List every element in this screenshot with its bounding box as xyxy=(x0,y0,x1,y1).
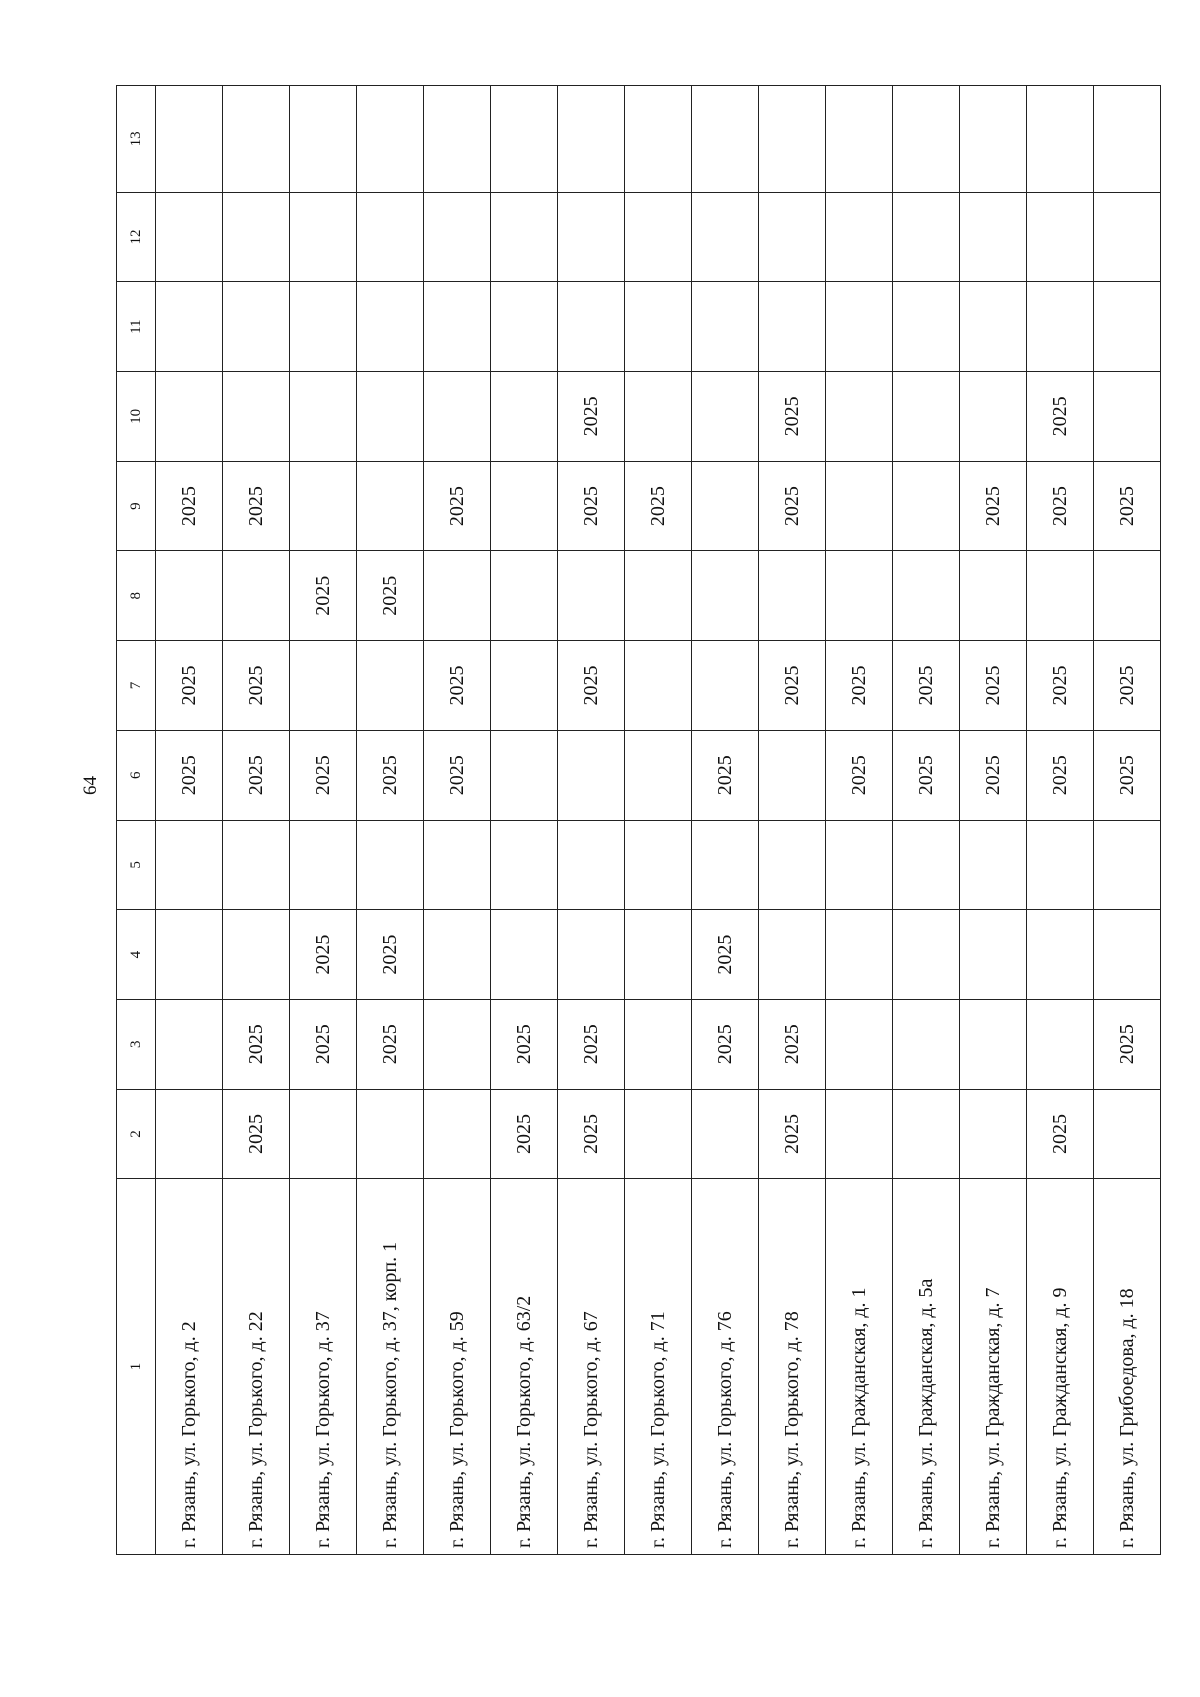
address-cell: г. Рязань, ул. Горького, д. 22 xyxy=(223,1179,290,1555)
year-cell-col-3: 2025 xyxy=(759,999,826,1089)
year-cell-col-12 xyxy=(692,192,759,282)
table-row xyxy=(424,86,491,1555)
column-header-5: 5 xyxy=(117,820,156,910)
address-cell: г. Рязань, ул. Гражданская, д. 9 xyxy=(1027,1179,1094,1555)
year-cell-col-12 xyxy=(893,192,960,282)
year-cell-col-12 xyxy=(1027,192,1094,282)
year-cell-col-10 xyxy=(223,372,290,462)
address-cell: г. Рязань, ул. Горького, д. 2 xyxy=(156,1179,223,1555)
column-header-9: 9 xyxy=(117,461,156,551)
year-cell-col-5 xyxy=(558,820,625,910)
year-cell-col-3: 2025 xyxy=(290,999,357,1089)
year-cell-col-11 xyxy=(223,282,290,372)
address-cell: г. Рязань, ул. Горького, д. 71 xyxy=(625,1179,692,1555)
year-cell-col-10 xyxy=(424,372,491,462)
year-cell-col-2 xyxy=(357,1089,424,1179)
housing-repair-table xyxy=(116,85,1138,1555)
address-cell: г. Рязань, ул. Горького, д. 37 xyxy=(290,1179,357,1555)
year-cell-col-3: 2025 xyxy=(558,999,625,1089)
year-cell-col-7 xyxy=(290,641,357,731)
year-cell-col-2 xyxy=(290,1089,357,1179)
year-cell-col-10 xyxy=(290,372,357,462)
year-cell-col-6: 2025 xyxy=(357,730,424,820)
year-cell-col-13 xyxy=(290,86,357,193)
year-cell-col-2: 2025 xyxy=(491,1089,558,1179)
year-cell-col-7: 2025 xyxy=(223,641,290,731)
year-cell-col-4 xyxy=(826,910,893,1000)
year-cell-col-3: 2025 xyxy=(223,999,290,1089)
column-header-4: 4 xyxy=(117,910,156,1000)
year-cell-col-10 xyxy=(491,372,558,462)
year-cell-col-4: 2025 xyxy=(290,910,357,1000)
year-cell-col-7 xyxy=(491,641,558,731)
year-cell-col-13 xyxy=(893,86,960,193)
table-row xyxy=(759,86,826,1555)
year-cell-col-7 xyxy=(625,641,692,731)
year-cell-col-9 xyxy=(290,461,357,551)
table-row xyxy=(558,86,625,1555)
year-cell-col-11 xyxy=(692,282,759,372)
year-cell-col-13 xyxy=(357,86,424,193)
year-cell-col-2 xyxy=(893,1089,960,1179)
year-cell-col-9: 2025 xyxy=(960,461,1027,551)
year-cell-col-10 xyxy=(960,372,1027,462)
year-cell-col-10 xyxy=(692,372,759,462)
year-cell-col-2 xyxy=(156,1089,223,1179)
year-cell-col-4 xyxy=(960,910,1027,1000)
year-cell-col-6: 2025 xyxy=(692,730,759,820)
year-cell-col-4 xyxy=(156,910,223,1000)
year-cell-col-2: 2025 xyxy=(1027,1089,1094,1179)
year-cell-col-6: 2025 xyxy=(1027,730,1094,820)
column-header-6: 6 xyxy=(117,730,156,820)
year-cell-col-2 xyxy=(625,1089,692,1179)
column-header-12: 12 xyxy=(117,192,156,282)
table-row xyxy=(893,86,960,1555)
year-cell-col-8 xyxy=(893,551,960,641)
address-cell: г. Рязань, ул. Горького, д. 67 xyxy=(558,1179,625,1555)
year-cell-col-9 xyxy=(357,461,424,551)
year-cell-col-5 xyxy=(424,820,491,910)
year-cell-col-9 xyxy=(893,461,960,551)
year-cell-col-12 xyxy=(290,192,357,282)
year-cell-col-7: 2025 xyxy=(893,641,960,731)
address-cell: г. Рязань, ул. Горького, д. 76 xyxy=(692,1179,759,1555)
column-header-11: 11 xyxy=(117,282,156,372)
year-cell-col-5 xyxy=(692,820,759,910)
year-cell-col-11 xyxy=(290,282,357,372)
year-cell-col-9: 2025 xyxy=(424,461,491,551)
year-cell-col-11 xyxy=(826,282,893,372)
year-cell-col-3 xyxy=(826,999,893,1089)
year-cell-col-2 xyxy=(424,1089,491,1179)
year-cell-col-9: 2025 xyxy=(1027,461,1094,551)
year-cell-col-11 xyxy=(1094,282,1161,372)
year-cell-col-11 xyxy=(357,282,424,372)
table-row xyxy=(156,86,223,1555)
year-cell-col-2 xyxy=(692,1089,759,1179)
year-cell-col-6: 2025 xyxy=(826,730,893,820)
year-cell-col-2 xyxy=(960,1089,1027,1179)
table-row xyxy=(1094,86,1161,1555)
year-cell-col-3 xyxy=(1027,999,1094,1089)
year-cell-col-13 xyxy=(625,86,692,193)
year-cell-col-2: 2025 xyxy=(759,1089,826,1179)
year-cell-col-8 xyxy=(558,551,625,641)
year-cell-col-10 xyxy=(893,372,960,462)
year-cell-col-3 xyxy=(424,999,491,1089)
year-cell-col-8 xyxy=(1094,551,1161,641)
year-cell-col-7 xyxy=(357,641,424,731)
year-cell-col-5 xyxy=(1027,820,1094,910)
year-cell-col-6: 2025 xyxy=(1094,730,1161,820)
year-cell-col-7 xyxy=(692,641,759,731)
year-cell-col-9 xyxy=(491,461,558,551)
year-cell-col-8 xyxy=(424,551,491,641)
address-cell: г. Рязань, ул. Горького, д. 59 xyxy=(424,1179,491,1555)
year-cell-col-8 xyxy=(826,551,893,641)
year-cell-col-4 xyxy=(491,910,558,1000)
table-row xyxy=(826,86,893,1555)
year-cell-col-13 xyxy=(156,86,223,193)
year-cell-col-10: 2025 xyxy=(1027,372,1094,462)
year-cell-col-8 xyxy=(759,551,826,641)
year-cell-col-5 xyxy=(491,820,558,910)
year-cell-col-5 xyxy=(357,820,424,910)
year-cell-col-11 xyxy=(759,282,826,372)
year-cell-col-2 xyxy=(1094,1089,1161,1179)
year-cell-col-13 xyxy=(223,86,290,193)
year-cell-col-12 xyxy=(1094,192,1161,282)
year-cell-col-2: 2025 xyxy=(558,1089,625,1179)
year-cell-col-3 xyxy=(156,999,223,1089)
year-cell-col-6 xyxy=(558,730,625,820)
year-cell-col-9: 2025 xyxy=(1094,461,1161,551)
year-cell-col-8: 2025 xyxy=(357,551,424,641)
year-cell-col-4 xyxy=(625,910,692,1000)
year-cell-col-11 xyxy=(491,282,558,372)
year-cell-col-6: 2025 xyxy=(156,730,223,820)
year-cell-col-8: 2025 xyxy=(290,551,357,641)
year-cell-col-10 xyxy=(357,372,424,462)
year-cell-col-8 xyxy=(692,551,759,641)
year-cell-col-6: 2025 xyxy=(223,730,290,820)
year-cell-col-10 xyxy=(156,372,223,462)
year-cell-col-13 xyxy=(558,86,625,193)
year-cell-col-9: 2025 xyxy=(625,461,692,551)
year-cell-col-12 xyxy=(357,192,424,282)
column-header-13: 13 xyxy=(117,86,156,193)
address-cell: г. Рязань, ул. Грибоедова, д. 18 xyxy=(1094,1179,1161,1555)
year-cell-col-11 xyxy=(1027,282,1094,372)
year-cell-col-11 xyxy=(156,282,223,372)
year-cell-col-4: 2025 xyxy=(357,910,424,1000)
table-row xyxy=(692,86,759,1555)
year-cell-col-7: 2025 xyxy=(759,641,826,731)
year-cell-col-10: 2025 xyxy=(759,372,826,462)
year-cell-col-7: 2025 xyxy=(558,641,625,731)
table-row xyxy=(491,86,558,1555)
year-cell-col-13 xyxy=(960,86,1027,193)
header-row xyxy=(117,86,156,1555)
year-cell-col-12 xyxy=(759,192,826,282)
year-cell-col-4 xyxy=(1027,910,1094,1000)
year-cell-col-3: 2025 xyxy=(357,999,424,1089)
year-cell-col-3: 2025 xyxy=(491,999,558,1089)
year-cell-col-4: 2025 xyxy=(692,910,759,1000)
year-cell-col-5 xyxy=(826,820,893,910)
address-cell: г. Рязань, ул. Горького, д. 78 xyxy=(759,1179,826,1555)
year-cell-col-7: 2025 xyxy=(424,641,491,731)
year-cell-col-6 xyxy=(625,730,692,820)
column-header-3: 3 xyxy=(117,999,156,1089)
year-cell-col-2 xyxy=(826,1089,893,1179)
year-cell-col-4 xyxy=(223,910,290,1000)
year-cell-col-5 xyxy=(960,820,1027,910)
year-cell-col-12 xyxy=(558,192,625,282)
table-row xyxy=(1027,86,1094,1555)
column-header-1: 1 xyxy=(117,1179,156,1555)
year-cell-col-3: 2025 xyxy=(692,999,759,1089)
year-cell-col-11 xyxy=(558,282,625,372)
year-cell-col-10 xyxy=(1094,372,1161,462)
year-cell-col-12 xyxy=(156,192,223,282)
year-cell-col-6 xyxy=(491,730,558,820)
year-cell-col-6: 2025 xyxy=(960,730,1027,820)
year-cell-col-7: 2025 xyxy=(1027,641,1094,731)
year-cell-col-7: 2025 xyxy=(1094,641,1161,731)
year-cell-col-7: 2025 xyxy=(826,641,893,731)
year-cell-col-13 xyxy=(491,86,558,193)
year-cell-col-13 xyxy=(1027,86,1094,193)
year-cell-col-4 xyxy=(424,910,491,1000)
year-cell-col-8 xyxy=(491,551,558,641)
year-cell-col-4 xyxy=(1094,910,1161,1000)
address-cell: г. Рязань, ул. Гражданская, д. 7 xyxy=(960,1179,1027,1555)
year-cell-col-3: 2025 xyxy=(1094,999,1161,1089)
year-cell-col-3 xyxy=(960,999,1027,1089)
year-cell-col-5 xyxy=(625,820,692,910)
year-cell-col-7: 2025 xyxy=(960,641,1027,731)
year-cell-col-12 xyxy=(223,192,290,282)
year-cell-col-5 xyxy=(1094,820,1161,910)
address-cell: г. Рязань, ул. Гражданская, д. 5а xyxy=(893,1179,960,1555)
year-cell-col-11 xyxy=(625,282,692,372)
table-row xyxy=(625,86,692,1555)
year-cell-col-13 xyxy=(692,86,759,193)
column-header-7: 7 xyxy=(117,641,156,731)
table-row xyxy=(960,86,1027,1555)
year-cell-col-12 xyxy=(491,192,558,282)
year-cell-col-11 xyxy=(893,282,960,372)
year-cell-col-6 xyxy=(759,730,826,820)
year-cell-col-5 xyxy=(290,820,357,910)
year-cell-col-12 xyxy=(625,192,692,282)
year-cell-col-13 xyxy=(759,86,826,193)
address-cell: г. Рязань, ул. Горького, д. 63/2 xyxy=(491,1179,558,1555)
column-header-8: 8 xyxy=(117,551,156,641)
table-row xyxy=(290,86,357,1555)
year-cell-col-9: 2025 xyxy=(558,461,625,551)
year-cell-col-5 xyxy=(759,820,826,910)
year-cell-col-8 xyxy=(223,551,290,641)
year-cell-col-7: 2025 xyxy=(156,641,223,731)
schedule-table xyxy=(116,85,1161,1555)
year-cell-col-8 xyxy=(625,551,692,641)
year-cell-col-5 xyxy=(893,820,960,910)
page-number: 64 xyxy=(80,776,101,795)
year-cell-col-12 xyxy=(960,192,1027,282)
year-cell-col-13 xyxy=(424,86,491,193)
year-cell-col-5 xyxy=(223,820,290,910)
year-cell-col-6: 2025 xyxy=(290,730,357,820)
year-cell-col-11 xyxy=(424,282,491,372)
year-cell-col-6: 2025 xyxy=(893,730,960,820)
year-cell-col-4 xyxy=(558,910,625,1000)
table-row xyxy=(223,86,290,1555)
year-cell-col-10 xyxy=(625,372,692,462)
year-cell-col-4 xyxy=(759,910,826,1000)
column-header-2: 2 xyxy=(117,1089,156,1179)
column-header-10: 10 xyxy=(117,372,156,462)
year-cell-col-12 xyxy=(424,192,491,282)
year-cell-col-12 xyxy=(826,192,893,282)
year-cell-col-9: 2025 xyxy=(223,461,290,551)
year-cell-col-2: 2025 xyxy=(223,1089,290,1179)
year-cell-col-3 xyxy=(893,999,960,1089)
year-cell-col-9 xyxy=(692,461,759,551)
year-cell-col-5 xyxy=(156,820,223,910)
year-cell-col-10 xyxy=(826,372,893,462)
year-cell-col-13 xyxy=(1094,86,1161,193)
year-cell-col-8 xyxy=(960,551,1027,641)
year-cell-col-10: 2025 xyxy=(558,372,625,462)
year-cell-col-9: 2025 xyxy=(156,461,223,551)
year-cell-col-11 xyxy=(960,282,1027,372)
year-cell-col-13 xyxy=(826,86,893,193)
address-cell: г. Рязань, ул. Гражданская, д. 1 xyxy=(826,1179,893,1555)
year-cell-col-4 xyxy=(893,910,960,1000)
year-cell-col-9: 2025 xyxy=(759,461,826,551)
table-row xyxy=(357,86,424,1555)
year-cell-col-9 xyxy=(826,461,893,551)
year-cell-col-8 xyxy=(156,551,223,641)
address-cell: г. Рязань, ул. Горького, д. 37, корп. 1 xyxy=(357,1179,424,1555)
year-cell-col-3 xyxy=(625,999,692,1089)
year-cell-col-8 xyxy=(1027,551,1094,641)
year-cell-col-6: 2025 xyxy=(424,730,491,820)
